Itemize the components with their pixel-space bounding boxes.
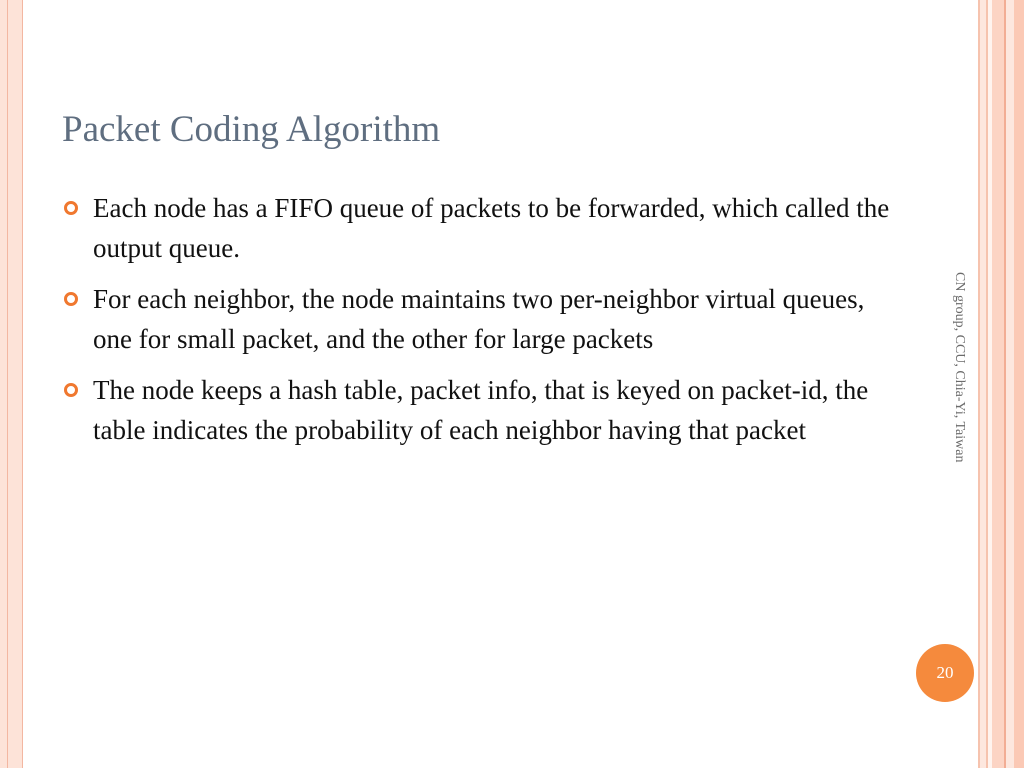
right-decorative-stripes xyxy=(978,0,1024,768)
bullet-ring-icon xyxy=(64,383,78,397)
stripe xyxy=(1006,0,1014,768)
bullet-ring-icon xyxy=(64,292,78,306)
bullet-text: The node keeps a hash table, packet info, that is keyed on packet-id, the table indicates the probability of each neighbor having that packet xyxy=(93,375,869,445)
bullet-list xyxy=(62,188,892,461)
page-number-badge: 20 xyxy=(916,644,974,702)
bullet-text: Each node has a FIFO queue of packets to be forwarded, which called the output queue. xyxy=(93,193,890,263)
bullet-item xyxy=(62,188,892,268)
bullet-ring-icon xyxy=(64,201,78,215)
bullet-item xyxy=(62,370,892,450)
slide-title: Packet Coding Algorithm xyxy=(62,109,441,150)
stripe xyxy=(1014,0,1024,768)
bullet-item xyxy=(62,279,892,359)
bullet-text: For each neighbor, the node maintains two per-neighbor virtual queues, one for small packet, and the other for large packets xyxy=(93,284,865,354)
left-border-frame xyxy=(0,0,23,768)
stripe xyxy=(992,0,1004,768)
footer-vertical-text: CN group, CCU, Chia-Yi, Taiwan xyxy=(952,272,967,463)
